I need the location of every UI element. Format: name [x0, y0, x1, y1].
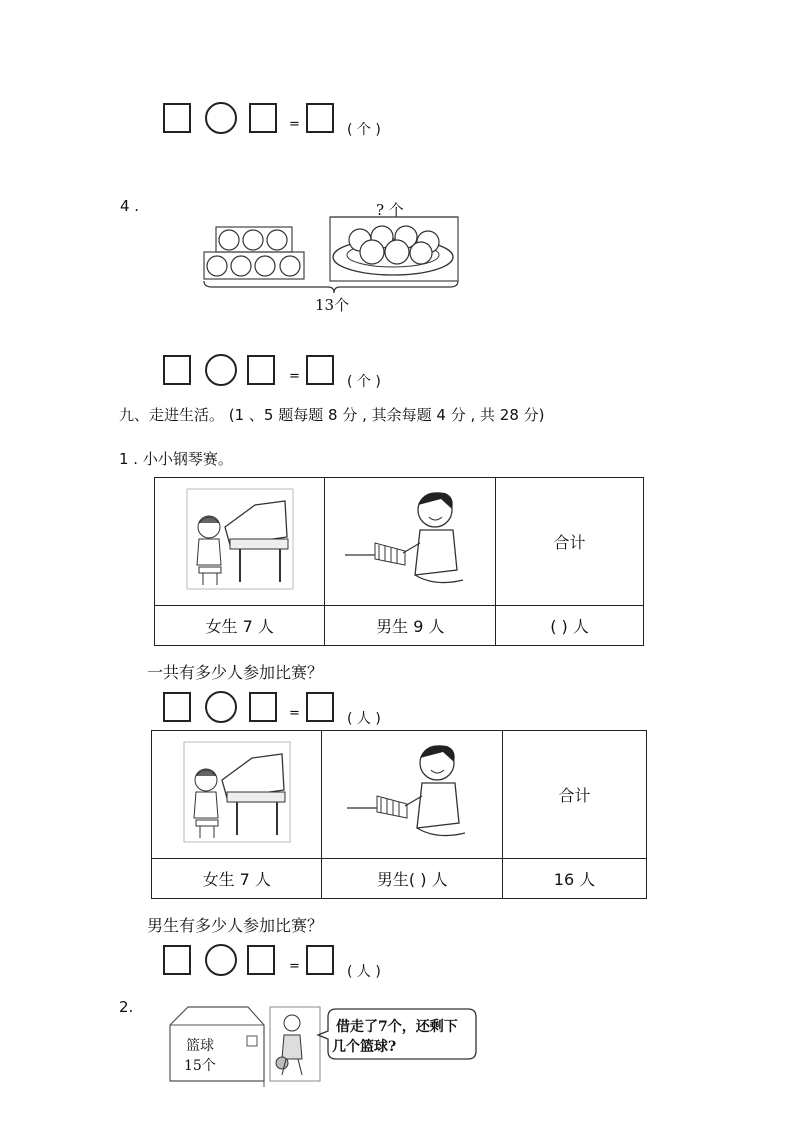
answer-box[interactable] — [247, 945, 275, 975]
answer-box[interactable] — [163, 103, 191, 133]
problem-title: 1 . 小小钢琴赛。 — [119, 450, 233, 468]
total-count-cell — [503, 859, 647, 899]
piano-girl-illustration — [185, 487, 295, 592]
total-answer: ( ) 人 — [550, 617, 589, 636]
question-text: 男生有多少人参加比赛？ — [147, 916, 324, 935]
result-box[interactable] — [306, 692, 334, 722]
equals-sign: = — [289, 706, 300, 721]
girls-count-cell — [152, 859, 322, 899]
problem-number: 2. — [119, 998, 134, 1016]
boys-count-cell — [325, 606, 496, 646]
girl-piano-image — [152, 731, 322, 859]
question-text: 一共有多少人参加比赛？ — [147, 663, 324, 682]
equals-sign: = — [289, 369, 300, 384]
piano-boy-illustration — [345, 485, 475, 595]
result-box[interactable] — [306, 355, 334, 385]
operator-circle[interactable] — [205, 944, 237, 976]
equals-sign: = — [289, 117, 300, 132]
operator-circle[interactable] — [205, 102, 237, 134]
box-label-line2: 15个 — [184, 1058, 216, 1074]
equals-sign: = — [289, 959, 300, 974]
operator-circle[interactable] — [205, 354, 237, 386]
unit-label: ( 人 ) — [347, 711, 381, 727]
total-header: 合计 — [558, 786, 591, 805]
total-answer-cell[interactable] — [496, 606, 644, 646]
section-heading: 九、走进生活。 (1 、5 题每题 8 分 , 其余每题 4 分 , 共 28 分) — [119, 406, 545, 424]
answer-box[interactable] — [163, 355, 191, 385]
girls-count: 女生 7 人 — [202, 870, 271, 889]
girl-piano-image — [155, 478, 325, 606]
boys-count: 男生 9 人 — [376, 617, 445, 636]
boy-piano-image — [325, 478, 496, 606]
piano-boy-illustration — [347, 738, 477, 848]
boys-answer-cell[interactable] — [322, 859, 503, 899]
unit-label: ( 人 ) — [347, 964, 381, 980]
box-label-line1: 篮球 — [186, 1038, 214, 1054]
piano-girl-illustration — [182, 740, 292, 845]
answer-box[interactable] — [163, 945, 191, 975]
total-header-cell — [503, 731, 647, 859]
boy-piano-image — [322, 731, 503, 859]
piano-table-1 — [154, 477, 644, 646]
question-number: 4 . — [120, 197, 140, 215]
total-count: 16 人 — [553, 870, 596, 889]
answer-box[interactable] — [247, 355, 275, 385]
total-count-label: 13个 — [315, 296, 350, 314]
unit-label: ( 个 ) — [347, 374, 381, 390]
piano-table-2 — [151, 730, 647, 899]
result-box[interactable] — [306, 103, 334, 133]
answer-box[interactable] — [249, 692, 277, 722]
unit-label: ( 个 ) — [347, 122, 381, 138]
boys-answer: 男生( ) 人 — [376, 870, 448, 889]
apple-icon — [219, 230, 287, 250]
answer-box[interactable] — [163, 692, 191, 722]
girls-count: 女生 7 人 — [205, 617, 274, 636]
operator-circle[interactable] — [205, 691, 237, 723]
total-header-cell — [496, 478, 644, 606]
answer-box[interactable] — [249, 103, 277, 133]
result-box[interactable] — [306, 945, 334, 975]
speech-line1: 借走了7个，还剩下 — [336, 1019, 458, 1035]
girls-count-cell — [155, 606, 325, 646]
total-header: 合计 — [553, 533, 586, 552]
unknown-count-label: ? 个 — [376, 201, 404, 219]
speech-line2: 几个篮球? — [332, 1039, 397, 1055]
